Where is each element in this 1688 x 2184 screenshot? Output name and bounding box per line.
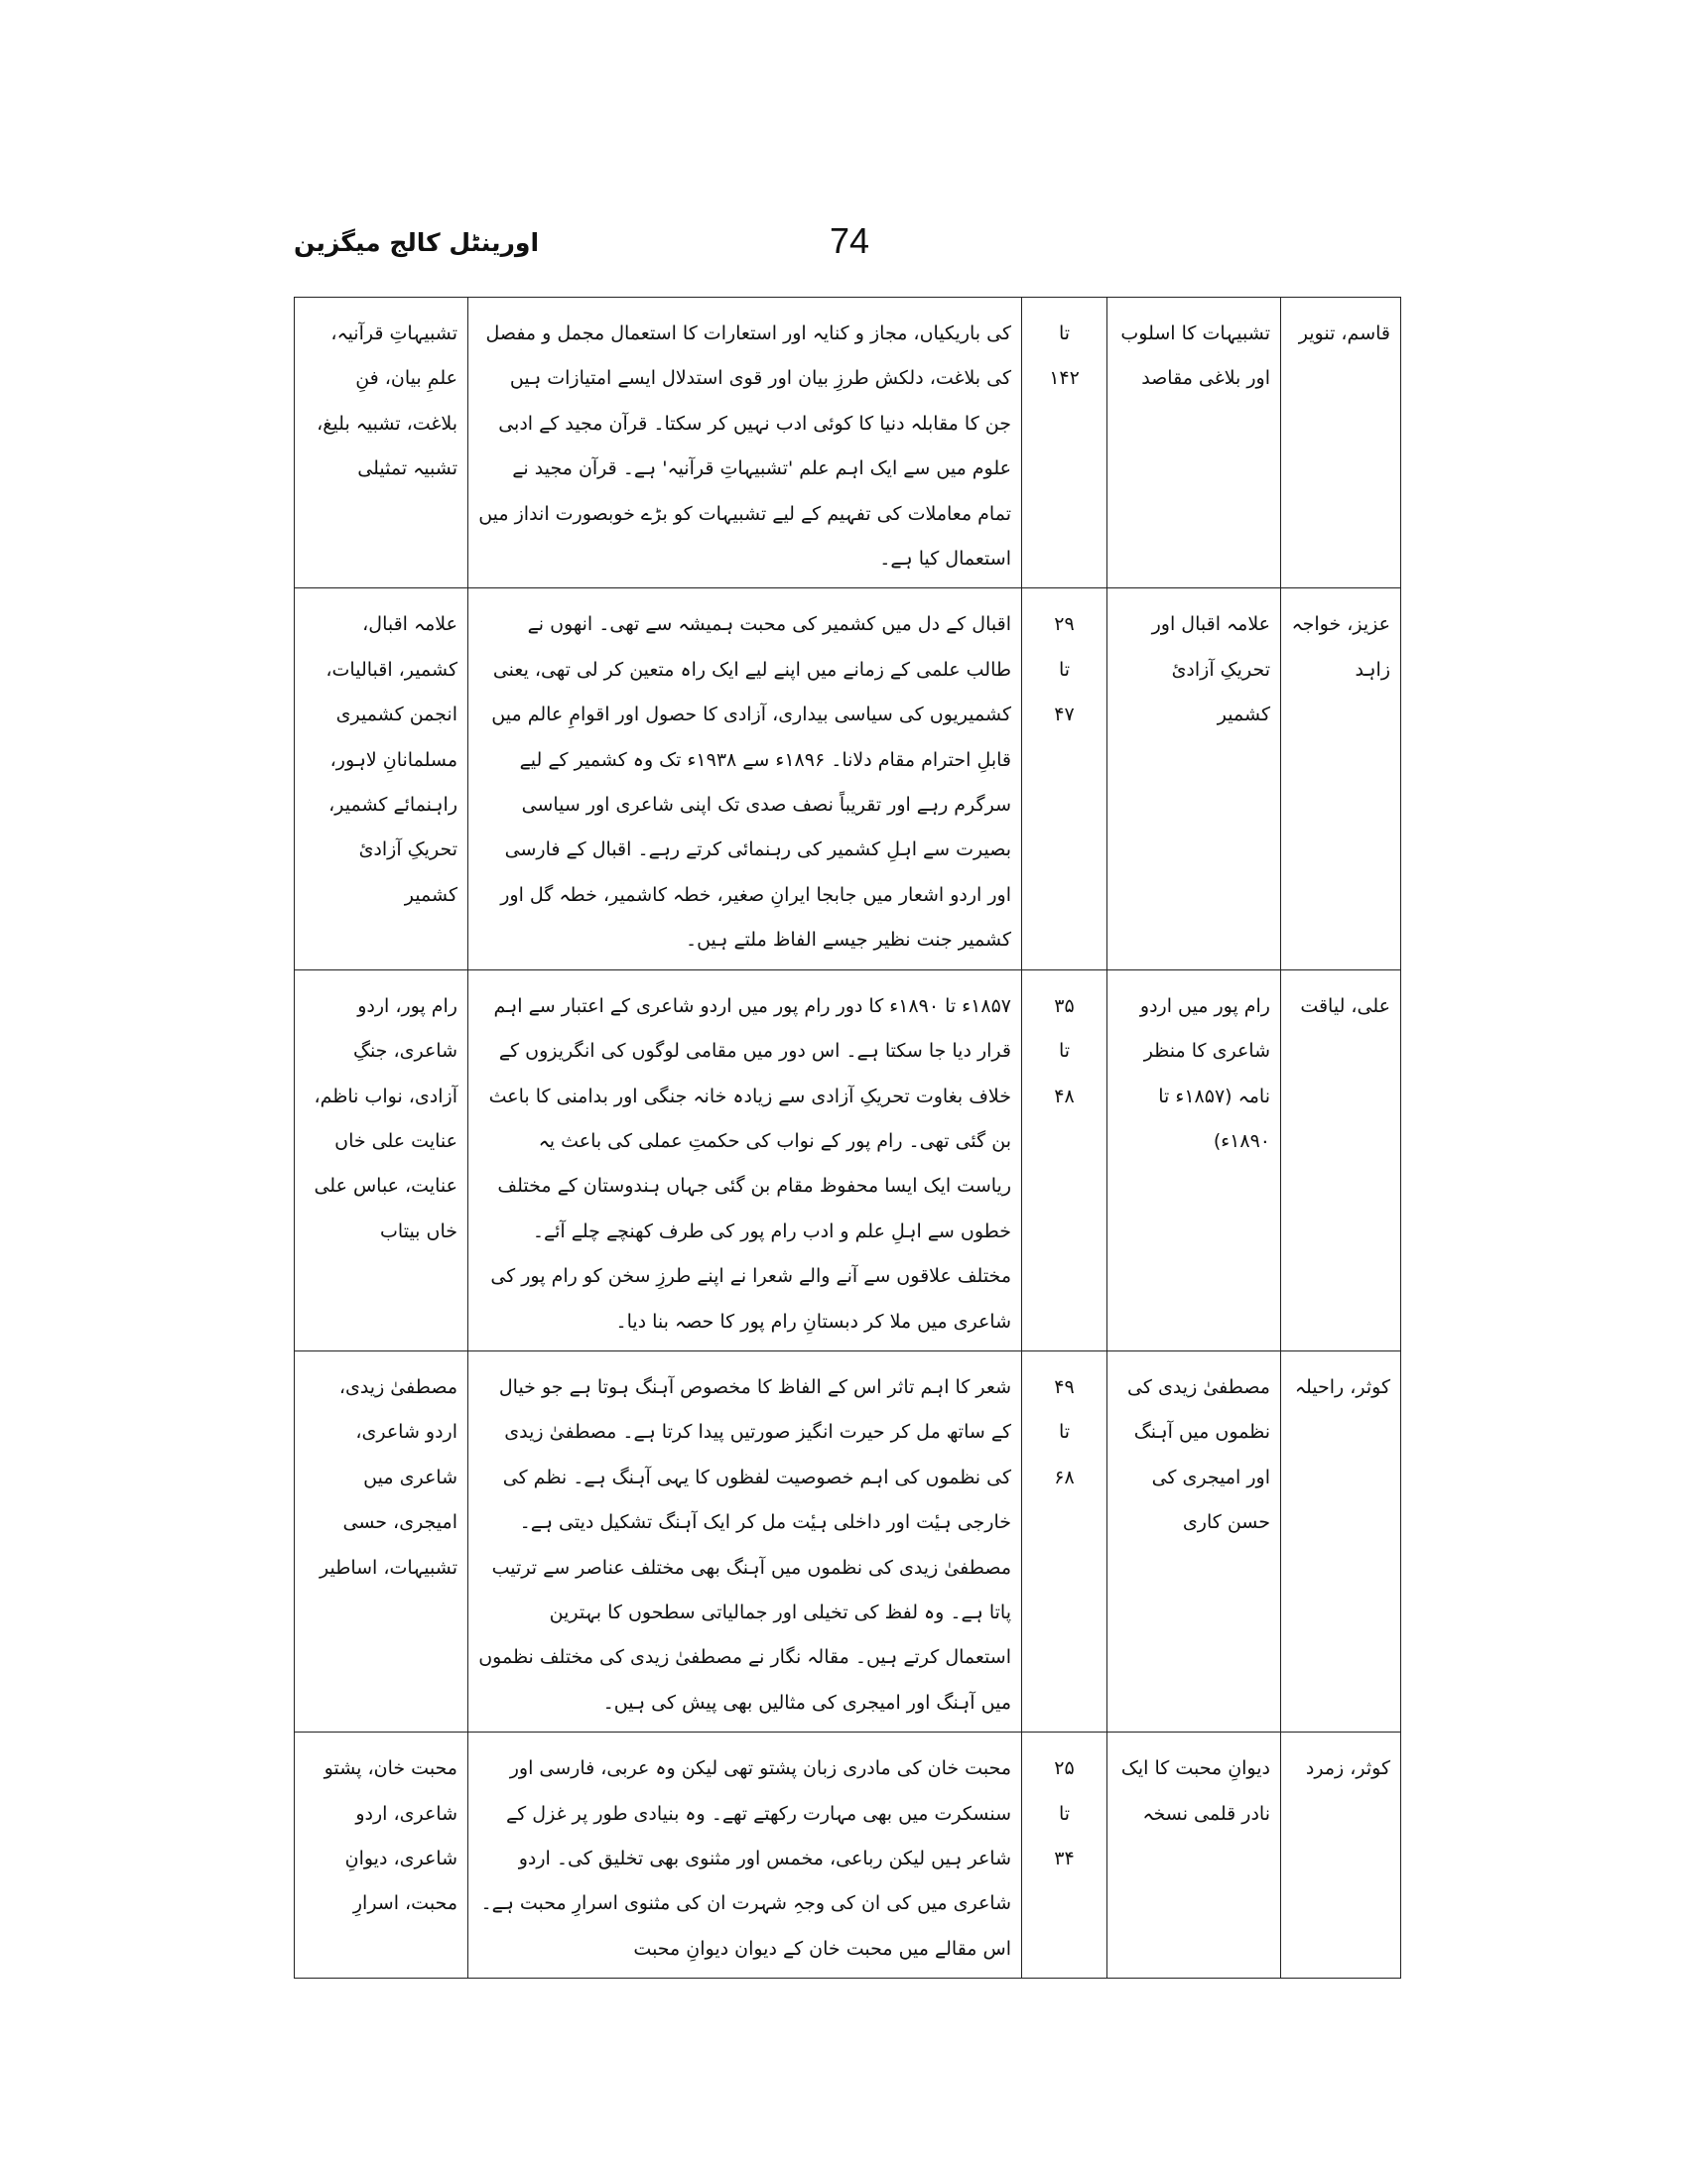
page-header (294, 220, 1393, 280)
abstract-cell: شعر کا اہم تاثر اس کے الفاظ کا مخصوص آہنگ ہوتا ہے جو خیال کے ساتھ مل کر حیرت انگیز صورتیں پیدا کرتا ہے۔ مصطفیٰ زیدی کی نظموں کی اہم خصوصیت لفظوں کا یہی آہنگ ہے۔ نظم کی خارجی ہیٔت اور داخلی ہیٔت مل کر ایک آہنگ تشکیل دیتی ہے۔ مصطفیٰ زیدی کی نظموں میں آہنگ بھی مختلف عناصر سے ترتیب پاتا ہے۔ وہ لفظ کی تخیلی اور جمالیاتی سطحوں کا بہترین استعمال کرتے ہیں۔ مقالہ نگار نے مصطفیٰ زیدی کی مختلف نظموں میں آہنگ اور امیجری کی مثالیں بھی پیش کی ہیں۔ (468, 1350, 1022, 1732)
author-cell: علی، لیاقت (1281, 969, 1401, 1350)
title-cell: مصطفیٰ زیدی کی نظموں میں آہنگ اور امیجری کی حسن کاری (1107, 1350, 1281, 1732)
abstract-cell: کی باریکیاں، مجاز و کنایہ اور استعارات کا استعمال مجمل و مفصل کی بلاغت، دلکش طرزِ بیان اور قوی استدلال ایسے امتیازات ہیں جن کا مقابلہ دنیا کا کوئی ادب نہیں کر سکتا۔ قرآن مجید کے ادبی علوم میں سے ایک اہم علم 'تشبیہاتِ قرآنیہ' ہے۔ قرآن مجید نے تمام معاملات کی تفہیم کے لیے تشبیہات کو بڑے خوبصورت انداز میں استعمال کیا ہے۔ (468, 298, 1022, 588)
page-range-text: ۴۸ (1054, 1085, 1075, 1107)
page-range-text: ۲۹ (1054, 613, 1075, 636)
page-range-text: تا (1058, 1802, 1071, 1825)
title-cell: رام پور میں اردو شاعری کا منظر نامہ (۱۸۵۷ء تا ۱۸۹۰ء) (1107, 969, 1281, 1350)
pages-cell (1022, 1733, 1107, 1979)
page-range-text: ۴۹ (1054, 1375, 1075, 1398)
page-range-text: ۱۴۲ (1049, 367, 1080, 390)
table-row (295, 298, 1401, 588)
keywords-cell: محبت خان، پشتو شاعری، اردو شاعری، دیوانِ محبت، اسرارِ (295, 1733, 468, 1979)
journal-title: اورینٹل کالج میگزین (294, 228, 540, 257)
page-range-text: تا (1058, 1421, 1071, 1444)
keywords-cell: مصطفیٰ زیدی، اردو شاعری، شاعری میں امیجری، حسی تشبیہات، اساطیر (295, 1350, 468, 1732)
page-range-text: ۴۷ (1054, 704, 1075, 726)
pages-cell (1022, 969, 1107, 1350)
pages-cell (1022, 1350, 1107, 1732)
author-cell: قاسم، تنویر (1281, 298, 1401, 588)
keywords-cell: رام پور، اردو شاعری، جنگِ آزادی، نواب ناظم، عنایت علی خاں عنایت، عباس علی خاں بیتاب (295, 969, 468, 1350)
page-range-text: ۳۵ (1054, 994, 1075, 1017)
pages-cell (1022, 588, 1107, 969)
keywords-cell: علامہ اقبال، کشمیر، اقبالیات، انجمن کشمیری مسلمانانِ لاہور، راہنمائے کشمیر، تحریکِ آزادیٔ کشمیر (295, 588, 468, 969)
abstract-cell: محبت خان کی مادری زبان پشتو تھی لیکن وہ عربی، فارسی اور سنسکرت میں بھی مہارت رکھتے تھے۔ وہ بنیادی طور پر غزل کے شاعر ہیں لیکن رباعی، مخمس اور مثنوی بھی تخلیق کی۔ اردو شاعری میں کی ان کی وجہِ شہرت ان کی مثنوی اسرارِ محبت ہے۔ اس مقالے میں محبت خان کے دیوان دیوانِ محبت (468, 1733, 1022, 1979)
page-range-text: تا (1058, 322, 1071, 344)
abstract-cell: اقبال کے دل میں کشمیر کی محبت ہمیشہ سے تھی۔ انھوں نے طالب علمی کے زمانے میں اپنے لیے ایک راہ متعین کر لی تھی، یعنی کشمیریوں کی سیاسی بیداری، آزادی کا حصول اور اقوامِ عالم میں قابلِ احترام مقام دلانا۔ ۱۸۹۶ء سے ۱۹۳۸ء تک وہ کشمیر کے لیے سرگرم رہے اور تقریباً نصف صدی تک اپنی شاعری اور سیاسی بصیرت سے اہلِ کشمیر کی رہنمائی کرتے رہے۔ اقبال کے فارسی اور اردو اشعار میں جابجا ایرانِ صغیر، خطہ کاشمیر، خطہ گل اور کشمیر جنت نظیر جیسے الفاظ ملتے ہیں۔ (468, 588, 1022, 969)
page-range-text: تا (1058, 658, 1071, 681)
page-number: 74 (830, 220, 870, 261)
title-cell: علامہ اقبال اور تحریکِ آزادیٔ کشمیر (1107, 588, 1281, 969)
page-range-text: ۲۵ (1054, 1757, 1075, 1780)
table-row (295, 1350, 1401, 1732)
article-index-table (294, 297, 1401, 1979)
title-cell: دیوانِ محبت کا ایک نادر قلمی نسخہ (1107, 1733, 1281, 1979)
page-range-text: تا (1058, 1040, 1071, 1063)
author-cell: عزیز، خواجہ زاہد (1281, 588, 1401, 969)
author-cell: کوثر، زمرد (1281, 1733, 1401, 1979)
author-cell: کوثر، راحیلہ (1281, 1350, 1401, 1732)
table-row (295, 1733, 1401, 1979)
page-range-text: ۶۸ (1054, 1466, 1075, 1488)
page-range-text: ۳۴ (1054, 1848, 1075, 1869)
title-cell: تشبیہات کا اسلوب اور بلاغی مقاصد (1107, 298, 1281, 588)
abstract-cell: ۱۸۵۷ء تا ۱۸۹۰ء کا دور رام پور میں اردو شاعری کے اعتبار سے اہم قرار دیا جا سکتا ہے۔ اس دور میں مقامی لوگوں کی انگریزوں کے خلاف بغاوت تحریکِ آزادی سے زیادہ خانہ جنگی اور بدامنی کا باعث بن گئی تھی۔ رام پور کے نواب کی حکمتِ عملی کی باعث یہ ریاست ایک ایسا محفوظ مقام بن گئی جہاں ہندوستان کے مختلف خطوں سے اہلِ علم و ادب رام پور کی طرف کھنچے چلے آئے۔ مختلف علاقوں سے آنے والے شعرا نے اپنے طرزِ سخن کو رام پور کی شاعری میں ملا کر دبستانِ رام پور کا حصہ بنا دیا۔ (468, 969, 1022, 1350)
table-row (295, 588, 1401, 969)
keywords-cell: تشبیہاتِ قرآنیہ، علمِ بیان، فنِ بلاغت، تشبیہ بلیغ، تشبیہ تمثیلی (295, 298, 468, 588)
pages-cell (1022, 298, 1107, 588)
table-row (295, 969, 1401, 1350)
